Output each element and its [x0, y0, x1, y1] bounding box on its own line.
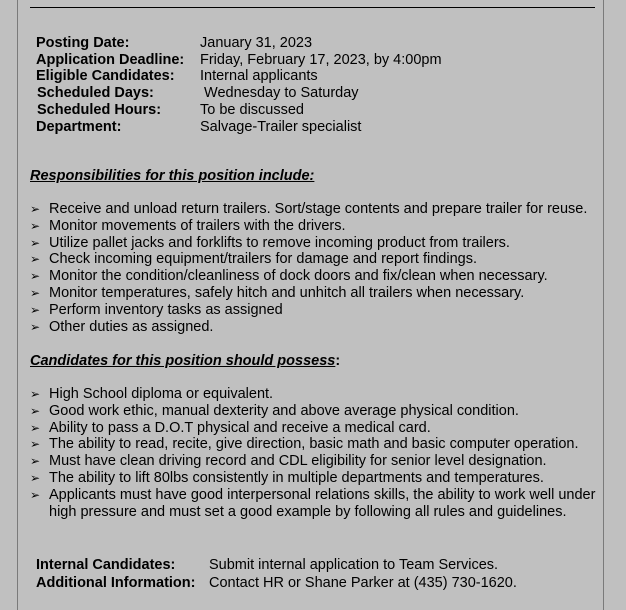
additional-info-value: Contact HR or Shane Parker at (435) 730-1620. [209, 575, 517, 591]
qualification-item [30, 403, 609, 420]
qualification-item [30, 470, 609, 487]
responsibility-item-text: Check incoming equipment/trailers for damage and report findings. [49, 251, 477, 268]
hours-label: Scheduled Hours: [37, 102, 162, 118]
responsibility-item-text: Utilize pallet jacks and forklifts to remove incoming product from trailers. [49, 234, 510, 251]
arrow-bullet-icon: ➢ [30, 454, 41, 469]
additional-info-label: Additional Information: [36, 575, 196, 591]
responsibility-item [30, 251, 609, 268]
qualification-item-text: Good work ethic, manual dexterity and above average physical condition. [49, 402, 519, 419]
days-value: Wednesday to Saturday [200, 85, 359, 101]
responsibility-item [30, 201, 609, 218]
internal-candidates-label: Internal Candidates: [36, 557, 176, 573]
posting-date-label: Posting Date: [36, 35, 130, 51]
qualification-item [30, 420, 609, 437]
arrow-bullet-icon: ➢ [30, 420, 41, 435]
responsibility-item-text: Perform inventory tasks as assigned [49, 301, 283, 318]
arrow-bullet-icon: ➢ [30, 403, 41, 418]
qualification-item-text: The ability to lift 80lbs consistently in multiple departments and temperatures. [49, 469, 544, 486]
hours-value: To be discussed [200, 102, 304, 118]
department-label: Department: [36, 119, 122, 135]
qualification-item-text: Must have clean driving record and CDL eligibility for senior level designation. [49, 453, 547, 470]
responsibility-item [30, 285, 609, 302]
days-label: Scheduled Days: [37, 85, 154, 101]
responsibilities-list [30, 201, 609, 335]
responsibility-item [30, 319, 609, 336]
qualification-item-text: Ability to pass a D.O.T physical and receive a medical card. [49, 419, 431, 436]
responsibility-item-text: Receive and unload return trailers. Sort/stage contents and prepare trailer for reuse. [49, 201, 588, 217]
qualifications-heading-line [30, 353, 340, 370]
responsibility-item [30, 302, 609, 319]
arrow-bullet-icon: ➢ [30, 387, 41, 401]
arrow-bullet-icon: ➢ [30, 285, 41, 300]
arrow-bullet-icon: ➢ [30, 487, 41, 502]
posting-date-value: January 31, 2023 [200, 35, 313, 51]
responsibility-item-text: Monitor the condition/cleanliness of dock doors and fix/clean when necessary. [49, 268, 548, 285]
responsibility-item [30, 268, 609, 285]
arrow-bullet-icon: ➢ [30, 218, 41, 233]
responsibility-item-text: Monitor movements of trailers with the drivers. [49, 217, 346, 234]
responsibility-item-text: Monitor temperatures, safely hitch and unhitch all trailers when necessary. [49, 284, 525, 301]
arrow-bullet-icon: ➢ [30, 269, 41, 284]
qualifications-list [30, 386, 609, 520]
title-divider [30, 7, 595, 8]
arrow-bullet-icon: ➢ [30, 252, 41, 267]
eligible-label: Eligible Candidates: [36, 68, 175, 84]
qualification-item [30, 436, 609, 453]
eligible-value: Internal applicants [200, 68, 318, 84]
qualification-item [30, 453, 609, 470]
qualification-item [30, 386, 609, 403]
qualification-item-text: The ability to read, recite, give direction, basic math and basic computer operation. [49, 436, 579, 453]
arrow-bullet-icon: ➢ [30, 470, 41, 485]
arrow-bullet-icon: ➢ [30, 437, 41, 452]
arrow-bullet-icon: ➢ [30, 302, 41, 317]
responsibility-item [30, 218, 609, 235]
qualifications-heading-colon: : [335, 353, 341, 369]
arrow-bullet-icon: ➢ [30, 235, 41, 250]
internal-candidates-value: Submit internal application to Team Services. [209, 557, 499, 573]
qualifications-heading: Candidates for this position should possess [30, 353, 336, 369]
department-value: Salvage-Trailer specialist [200, 119, 362, 135]
responsibilities-heading: Responsibilities for this position include: [30, 168, 315, 184]
deadline-value: Friday, February 17, 2023, by 4:00pm [200, 52, 442, 68]
qualification-item-text: High School diploma or equivalent. [49, 386, 274, 402]
deadline-label: Application Deadline: [36, 52, 185, 68]
responsibility-item-text: Other duties as assigned. [49, 318, 214, 335]
qualification-item-text: Applicants must have good interpersonal relations skills, the ability to work well under high pressure and must set a good example by following all rules and guidelines. [49, 486, 596, 520]
responsibility-item [30, 235, 609, 252]
qualification-item [30, 487, 609, 521]
arrow-bullet-icon: ➢ [30, 202, 41, 216]
arrow-bullet-icon: ➢ [30, 319, 41, 334]
